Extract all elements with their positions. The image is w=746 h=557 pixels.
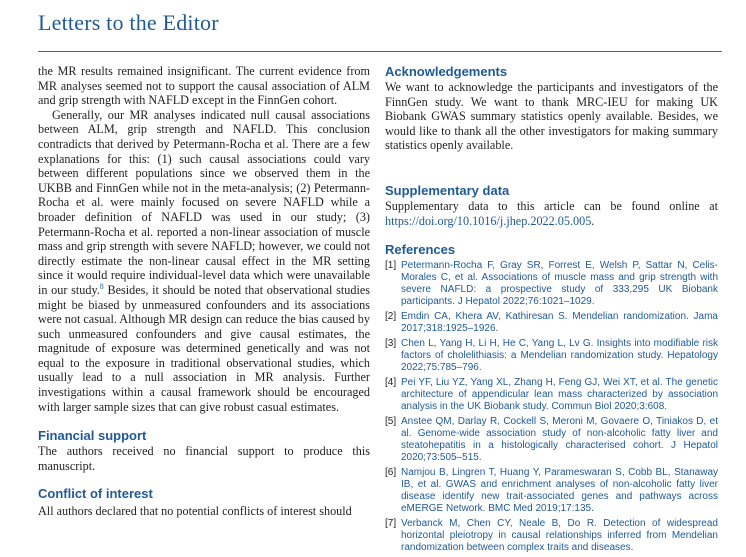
references-heading: References bbox=[385, 242, 456, 258]
right-column bbox=[385, 64, 718, 557]
reference-number: [7] bbox=[385, 518, 397, 530]
reference-item bbox=[385, 311, 718, 335]
reference-item bbox=[385, 338, 718, 374]
paragraph-text: Generally, our MR analyses indicated null causal associations between ALM, grip strength and NAFLD. This conclusion contradicts that derived by Petermann-Rocha et al. There are a few explanations for this: (1) such causal associations could vary between different populations since we observed them in the UKBB and FinnGen while not in the meta-analysis; (2) Petermann-Rocha et al. were mainly focused on severe NAFLD while a broader definition of NAFLD was used in our study; (3) Petermann-Rocha et al. reported a non-linear association of muscle mass and grip strength with severe NAFLD; however, we could not directly estimate the non-linear causal effect in the MR setting since it would require individual-level data which were unavailable in our study. bbox=[38, 107, 370, 297]
reference-item bbox=[385, 260, 718, 308]
conflict-of-interest-heading: Conflict of interest bbox=[38, 486, 153, 502]
financial-support-text: The authors received no financial support to produce this manuscript. bbox=[38, 444, 370, 473]
supplementary-data-heading: Supplementary data bbox=[385, 182, 510, 198]
reference-item bbox=[385, 416, 718, 464]
reference-link[interactable]: Emdin CA, Khera AV, Kathiresan S. Mendelian randomization. Jama 2017;318:1925–1926. bbox=[401, 311, 718, 335]
reference-link[interactable]: Namjou B, Lingren T, Huang Y, Parameswaran S, Cobb BL, Stanaway IB, et al. GWAS and enrichment analyses of non-alcoholic fatty liver disease identify new trait-associated genes and pathways across eMERGE Network. BMC Med 2019;17:135. bbox=[401, 467, 718, 515]
conflict-of-interest-text: All authors declared that no potential conflicts of interest should bbox=[38, 504, 352, 519]
paragraph-text: Besides, it should be noted that observational studies might be biased by unmeasured confounders and its associations were not casual. Although MR design can reduce the bias caused by such unmeasured confounders and give causal estimates, the magnitude of exposure was determined genetically and was not equal to the exposure in traditional observational studies, which usually lead to a null association in MR analysis. Further investigations within a causal framework should be encouraged with larger sample sizes that can give robust casual estimates. bbox=[38, 282, 370, 414]
reference-number: [1] bbox=[385, 260, 397, 272]
reference-link[interactable]: Verbanck M, Chen CY, Neale B, Do R. Detection of widespread horizontal pleiotropy in causal relationships inferred from Mendelian randomization between complex traits and diseases. bbox=[401, 518, 718, 554]
reference-number: [3] bbox=[385, 338, 397, 350]
acknowledgements-text: We want to acknowledge the participants and investigators of the FinnGen study. We want to thank MRC-IEU for making UK Biobank GWAS summary statistics openly available. Besides, we would like to thank all the other investigators for making summary statistics openly available. bbox=[385, 80, 718, 153]
reference-item bbox=[385, 377, 718, 413]
journal-section-title: Letters to the Editor bbox=[38, 10, 219, 35]
citation-link[interactable]: 8 bbox=[99, 281, 104, 291]
supplementary-data-text bbox=[385, 199, 718, 228]
left-column bbox=[38, 64, 370, 519]
doi-link[interactable]: https://doi.org/10.1016/j.jhep.2022.05.005 bbox=[385, 213, 592, 228]
reference-item bbox=[385, 518, 718, 554]
supplementary-period: . bbox=[591, 213, 595, 228]
reference-link[interactable]: Pei YF, Liu YZ, Yang XL, Zhang H, Feng GJ, Wei XT, et al. The genetic architecture of appendicular lean mass characterized by association analysis in the UK Biobank study. Commun Biol 2020;3:608. bbox=[401, 377, 718, 413]
header-rule bbox=[38, 51, 722, 52]
reference-list bbox=[385, 260, 718, 554]
reference-item bbox=[385, 467, 718, 515]
reference-link[interactable]: Chen L, Yang H, Li H, He C, Yang L, Lv G. Insights into modifiable risk factors of cholelithiasis: a Mendelian randomization study. Hepatology 2022;75:785–796. bbox=[401, 338, 718, 374]
financial-support-heading: Financial support bbox=[38, 428, 147, 444]
body-paragraph: the MR results remained insignificant. The current evidence from MR analyses seemed not to support the causal association of ALM and grip strength with NAFLD except in the FinnGen cohort. bbox=[38, 64, 370, 108]
reference-number: [5] bbox=[385, 416, 397, 428]
reference-number: [6] bbox=[385, 467, 397, 479]
reference-link[interactable]: Anstee QM, Darlay R, Cockell S, Meroni M, Govaere O, Tiniakos D, et al. Genome-wide association study of non-alcoholic fatty liver and steatohepatitis in a histologically characterised cohort. J Hepatol 2020;73:505–515. bbox=[401, 416, 718, 464]
acknowledgements-heading: Acknowledgements bbox=[385, 64, 508, 79]
reference-number: [2] bbox=[385, 311, 397, 323]
reference-number: [4] bbox=[385, 377, 397, 389]
supplementary-text: Supplementary data to this article can be found online at bbox=[385, 198, 718, 213]
body-paragraph-discussion bbox=[38, 108, 370, 414]
reference-link[interactable]: Petermann-Rocha F, Gray SR, Forrest E, Welsh P, Sattar N, Celis-Morales C, et al. Associations of muscle mass and grip strength with severe NAFLD: a prospective study of 333,295 UK Biobank participants. J Hepatol 2022;76:1021–1029. bbox=[401, 260, 718, 308]
